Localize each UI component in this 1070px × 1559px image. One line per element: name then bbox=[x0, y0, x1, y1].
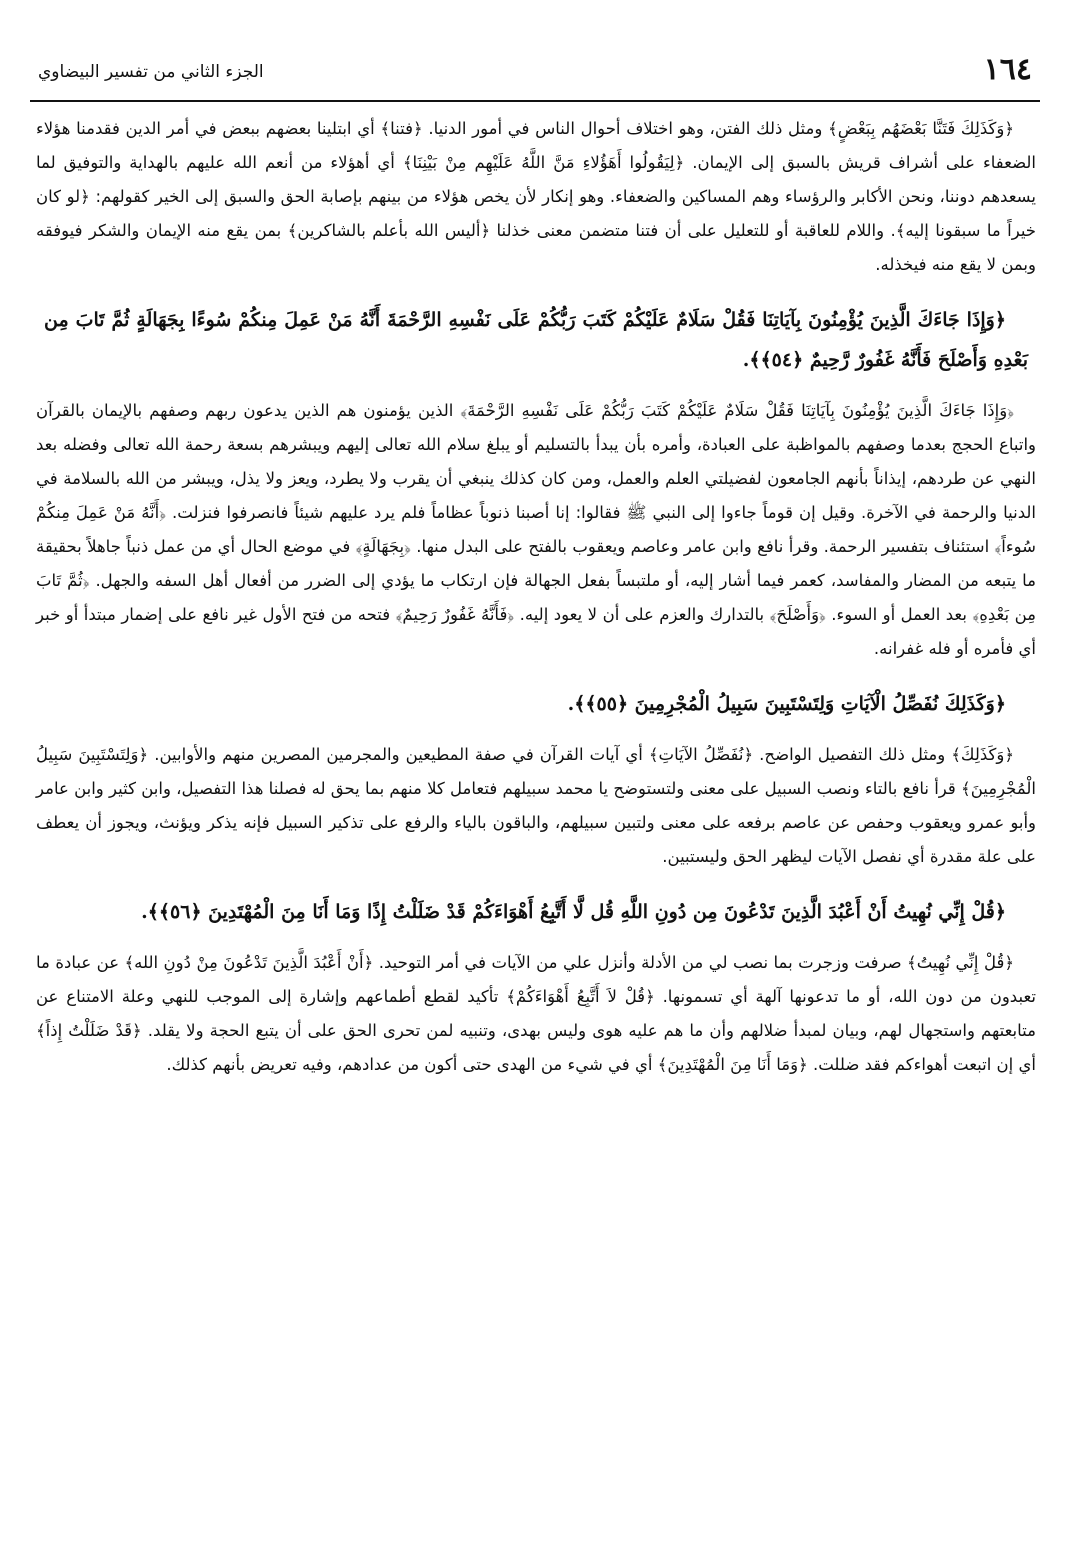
commentary-paragraph-1: ﴿وَكَذَلِكَ فَتَنَّا بَعْضَهُم بِبَعْضٍ﴾ ومثل ذلك الفتن، وهو اختلاف أحوال الناس في أمور الدنيا. ﴿فتنا﴾ أي ابتلينا بعضهم ببعض في أمر الدين فقدمنا هؤلاء الضعفاء على أشراف قريش بالسبق إلى الإيمان. ﴿لِيَقُولُوا أَهَؤُلاءِ مَنَّ اللَّهُ عَلَيْهِم مِنْ بَيْنِنَا﴾ أي أهؤلاء من أنعم الله عليهم بالهداية والتوفيق لما يسعدهم دوننا، ونحن الأكابر والرؤساء وهم المساكين والضعفاء. وهو إنكار لأن يخص هؤلاء من بينهم بإصابة الحق والسبق إلى الخير كقولهم: ﴿لو كان خيراً ما سبقونا إليه﴾. واللام للعاقبة أو للتعليل على أن فتنا متضمن معنى خذلنا ﴿أليس الله بأعلم بالشاكرين﴾ بمن يقع منه الإيمان والشكر فيوفقه وبمن لا يقع منه فيخذله. bbox=[36, 119, 1036, 274]
spacer bbox=[36, 282, 1036, 300]
running-title: الجزء الثاني من تفسير البيضاوي bbox=[38, 62, 264, 82]
commentary-paragraph-4: ﴿قُلْ إِنِّي نُهِيتُ﴾ صرفت وزجرت بما نصب لي من الأدلة وأنزل علي من الآيات في أمر التوحيد. ﴿أَنْ أَعْبُدَ الَّذِينَ تَدْعُونَ مِنْ دُونِ الله﴾ عن عبادة ما تعبدون من دون الله، أو ما تدعونها آلهة أي تسمونها. ﴿قُلْ لاَ أَتَّبِعُ أَهْوَاءَكُمْ﴾ تأكيد لقطع أطماعهم وإشارة إلى الموجب للنهي وعلة الامتناع عن متابعتهم واستجهال لهم، وبيان لمبدأ ضلالهم وأن ما هم عليه هوى وليس بهدى، وتنبيه لمن تحرى الحق على أن يتبع الحجة ولا يقلد. ﴿قَدْ ضَلَلْتُ إِذاً﴾ أي إن اتبعت أهواءكم فقد ضللت. ﴿وَمَا أَنَا مِنَ الْمُهْتَدِينَ﴾ أي في شيء من الهدى حتى أكون من عدادهم، وفيه تعريض بأنهم كذلك. bbox=[36, 953, 1036, 1074]
spacer bbox=[36, 932, 1036, 946]
spacer bbox=[36, 724, 1036, 738]
spacer bbox=[36, 666, 1036, 684]
quran-verse-55: ﴿وَكَذَلِكَ نُفَصِّلُ الْآيَاتِ وَلِتَسْتَبِينَ سَبِيلُ الْمُجْرِمِينَ ﴿٥٥﴾﴾. bbox=[567, 693, 1006, 715]
page-number: ١٦٤ bbox=[983, 52, 1032, 87]
quran-verse-56: ﴿قُلْ إِنِّي نُهِيتُ أَنْ أَعْبُدَ الَّذِينَ تَدْعُونَ مِن دُونِ اللَّهِ قُل لَّا أَتَّبِعُ أَهْوَاءَكُمْ قَدْ ضَلَلْتُ إِذًا وَمَا أَنَا مِنَ الْمُهْتَدِينَ ﴿٥٦﴾﴾. bbox=[141, 901, 1006, 923]
spacer bbox=[36, 874, 1036, 892]
page-body bbox=[36, 112, 1036, 1082]
spacer bbox=[36, 380, 1036, 394]
commentary-paragraph-2: ﴿وَإِذَا جَاءَكَ الَّذِينَ يُؤْمِنُونَ بِآيَاتِنَا فَقُلْ سَلَامٌ عَلَيْكُمْ كَتَبَ رَبُّكُمْ عَلَى نَفْسِهِ الرَّحْمَةَ﴾ الذين يؤمنون هم الذين يدعون ربهم وصفهم بالإيمان بالقرآن واتباع الحجج بعدما وصفهم بالمواظبة على العبادة، وأمره بأن يبدأ بالتسليم أو يبلغ سلام الله تعالى إليهم ويبشرهم بسعة رحمة الله تعالى وفضله بعد النهي عن طردهم، إيذاناً بأنهم الجامعون لفضيلتي العلم والعمل، ومن كان كذلك ينبغي أن يقرب ولا يطرد، ويعز ولا يذل، ويبشر من الله بالسلامة في الدنيا والرحمة في الآخرة. وقيل إن قوماً جاءوا إلى النبي ﷺ فقالوا: إنا أصبنا ذنوباً عظاماً فلم يرد عليهم شيئاً فانصرفوا فنزلت. ﴿أَنَّهُ مَنْ عَمِلَ مِنكُمْ سُوءاً﴾ استئناف بتفسير الرحمة. وقرأ نافع وابن عامر وعاصم ويعقوب بالفتح على البدل منها. ﴿بِجَهَالَةٍ﴾ في موضع الحال أي من عمل ذنباً جاهلاً بحقيقة ما يتبعه من المضار والمفاسد، كعمر فيما أشار إليه، أو ملتبساً بفعل الجهالة فإن ارتكاب ما يؤدي إلى الضرر من أفعال أهل السفه والجهل. ﴿ثُمَّ تَابَ مِن بَعْدِهِ﴾ بعد العمل أو السوء. ﴿وَأَصْلَحَ﴾ بالتدارك والعزم على أن لا يعود إليه. ﴿فَأَنَّهُ غَفُورٌ رَحِيمٌ﴾ فتحه من فتح الأول غير نافع على إضمار مبتدأ أو خبر أي فأمره أو فله غفرانه. bbox=[36, 401, 1036, 658]
header-divider bbox=[30, 100, 1040, 102]
page-header bbox=[30, 48, 1040, 94]
commentary-paragraph-3: ﴿وَكَذَلِكَ﴾ ومثل ذلك التفصيل الواضح. ﴿نُفَصِّلُ الآيَاتِ﴾ أي آيات القرآن في صفة المطيعين والمجرمين المصرين منهم والأوابين. ﴿وَلِتَسْتَبِينَ سَبِيلُ الْمُجْرِمِينَ﴾ قرأ نافع بالتاء ونصب السبيل على معنى ولتستوضح يا محمد سبيلهم فتعامل كلا منهم بما يحق له فصلنا هذا التفصيل، وابن كثير وابن عامر وأبو عمرو ويعقوب وحفص عن عاصم برفعه على معنى ولتبين سبيلهم، والباقون بالياء والرفع على تذكير السبيل فإنه يذكر ويؤنث، ويجوز أن يعطف على علة مقدرة أي نفصل الآيات ليظهر الحق وليستبين. bbox=[36, 745, 1036, 866]
quran-verse-54: ﴿وَإِذَا جَاءَكَ الَّذِينَ يُؤْمِنُونَ بِآيَاتِنَا فَقُلْ سَلَامٌ عَلَيْكُمْ كَتَبَ رَبُّكُمْ عَلَى نَفْسِهِ الرَّحْمَةَ أَنَّهُ مَنْ عَمِلَ مِنكُمْ سُوءًا بِجَهَالَةٍ ثُمَّ تَابَ مِن بَعْدِهِ وَأَصْلَحَ فَأَنَّهُ غَفُورٌ رَّحِيمٌ ﴿٥٤﴾﴾. bbox=[44, 309, 1028, 371]
